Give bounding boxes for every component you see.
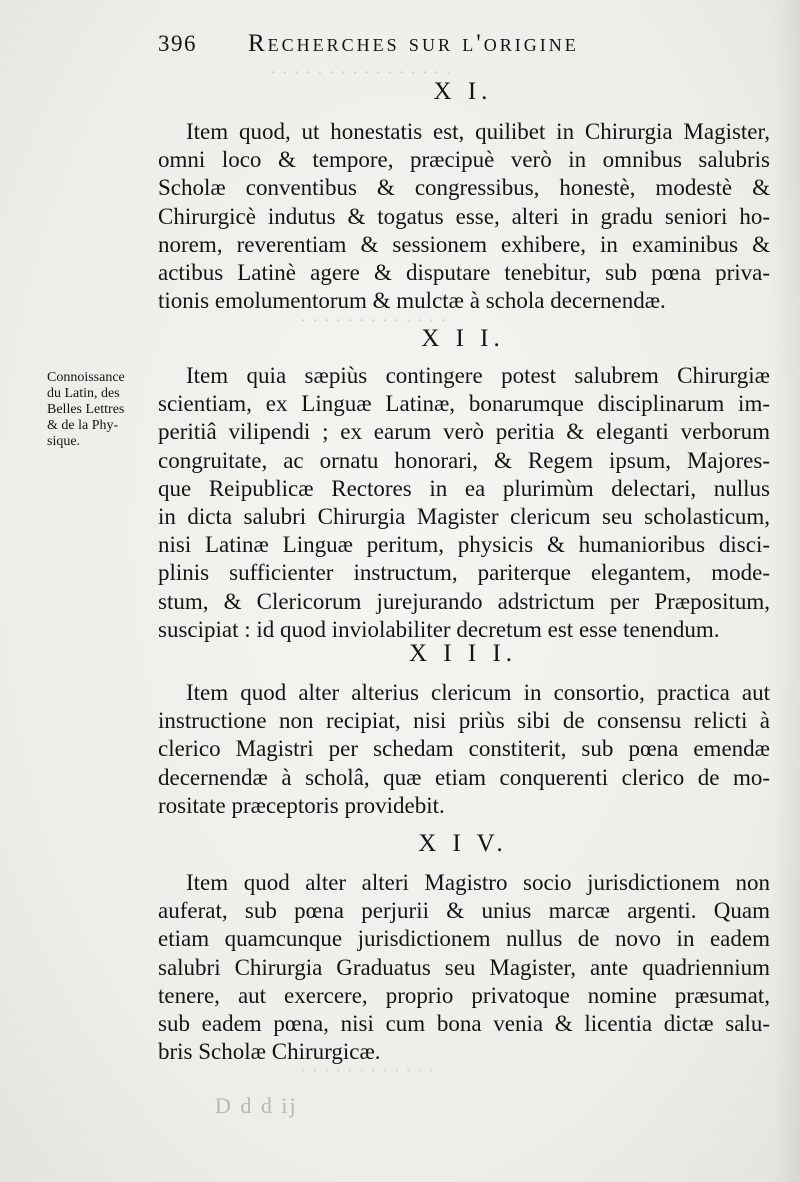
running-head (158, 30, 758, 58)
section-text-xiii (158, 679, 770, 820)
section-heading-xiv: X I V. (418, 830, 508, 857)
margin-note-line: du Latin, des (47, 386, 120, 401)
text-line: in dicta salubri Chirurgia Magister clericum seu scholasticum, (158, 503, 770, 529)
margin-note-line: Connoissance (47, 370, 125, 385)
margin-note-line: sique. (47, 434, 81, 449)
margin-note (47, 370, 157, 450)
page-number: 396 (158, 31, 197, 56)
text-line: rositate præceptoris providebit. (158, 792, 445, 818)
show-through-text: · · · · · · · · · · · · (300, 1060, 435, 1082)
margin-note-line: Belles Lettres (47, 402, 125, 417)
running-title: Recherches sur l'origine (248, 30, 579, 57)
text-line: tenere, aut exercere, proprio privatoque nomine præsumat, (158, 982, 770, 1008)
section-heading-xi: X I. (433, 78, 493, 105)
text-line: congruitate, ac ornatu honorari, & Regem ipsum, Majores- (158, 447, 770, 473)
section-text-xii (158, 362, 770, 644)
text-line: auferat, sub pœna perjurii & unius marcæ argenti. Quam (158, 898, 770, 924)
text-line: que Reipublicæ Rectores in ea plurimùm delectari, nullus (158, 475, 770, 501)
text-line: Item quod alter alterius clericum in consortio, practica aut (186, 680, 770, 705)
text-line: omni loco & tempore, præcipuè verò in omnibus salubris (158, 147, 770, 173)
text-line: Scholæ conventibus & congressibus, honestè, modestè & (158, 175, 770, 201)
section-text-xiv (158, 869, 770, 1066)
section-heading-xii: X I I. (421, 325, 505, 352)
text-line: Item quod, ut honestatis est, quilibet in Chirurgia Magister, (186, 119, 770, 144)
text-line: Chirurgicè indutus & togatus esse, alteri in gradu seniori ho- (158, 203, 770, 229)
section-heading-xiii: X I I I. (408, 640, 518, 667)
text-line: peritiâ vilipendi ; ex earum verò peritia & eleganti verborum (158, 419, 770, 445)
text-line: salubri Chirurgia Graduatus seu Magister, ante quadriennium (158, 954, 770, 980)
text-line: sub eadem pœna, nisi cum bona venia & licentia dictæ salu- (158, 1010, 770, 1036)
show-through-text: · · · · · · · · · · · · · (300, 310, 447, 332)
page-edge-shadow (772, 0, 800, 1182)
text-line: nisi Latinæ Linguæ peritum, physicis & humanioribus disci- (158, 532, 770, 558)
text-line: Item quod alter alteri Magistro socio jurisdictionem non (186, 870, 770, 895)
text-line: tionis emolumentorum & mulctæ à schola decernendæ. (158, 288, 666, 314)
margin-note-line: & de la Phy- (47, 418, 119, 433)
text-line: Item quia sæpiùs contingere potest salubrem Chirurgiæ (186, 363, 770, 388)
text-line: actibus Latinè agere & disputare tenebitur, sub pœna priva- (158, 259, 770, 285)
section-text-xi (158, 118, 770, 315)
text-line: scientiam, ex Linguæ Latinæ, bonarumque disciplinarum im- (158, 391, 770, 417)
text-line: stum, & Clericorum jurejurando adstrictum per Præpositum, (158, 588, 770, 614)
text-line: norem, reverentiam & sessionem exhibere, in examinibus & (158, 231, 770, 257)
text-line: suscipiat : id quod inviolabiliter decretum est esse tenendum. (158, 616, 720, 642)
show-through-text: · · · · · · · · · · · · · · · · (270, 62, 452, 84)
text-line: clerico Magistri per schedam constiterit, sub pœna emendæ (158, 736, 770, 762)
text-line: decernendæ à scholâ, quæ etiam conquerenti clerico de mo- (158, 764, 770, 790)
text-line: bris Scholæ Chirurgicæ. (158, 1039, 381, 1065)
text-line: plinis sufficienter instructum, pariterque elegantem, mode- (158, 560, 770, 586)
text-line: etiam quamcunque jurisdictionem nullus de novo in eadem (158, 926, 770, 952)
signature-mark: D d d ij (215, 1093, 298, 1118)
text-line: instructione non recipiat, nisi priùs sibi de consensu relicti à (158, 708, 770, 734)
